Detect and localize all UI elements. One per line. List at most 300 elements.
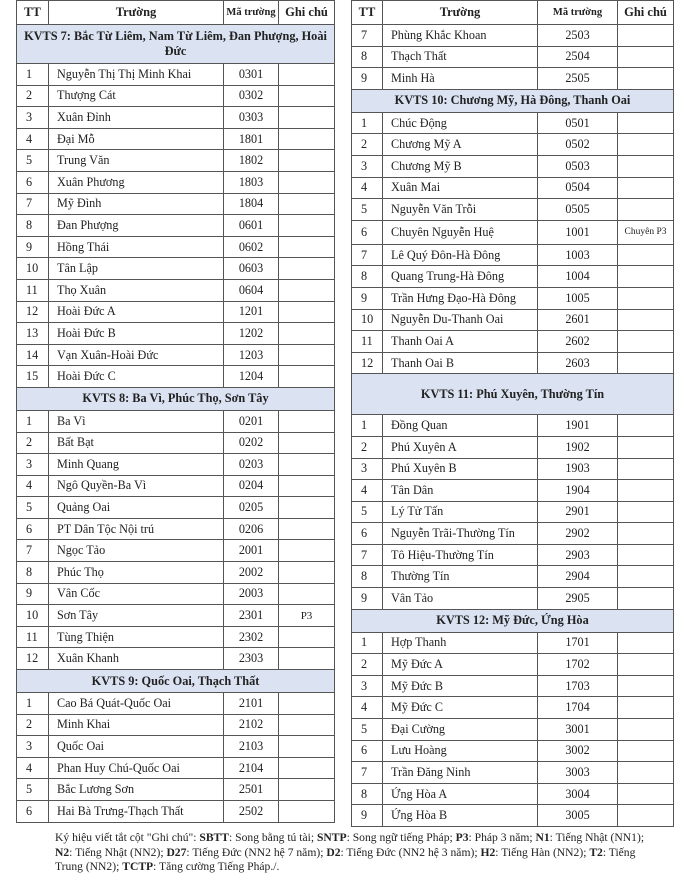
- school-code: 1003: [538, 244, 618, 266]
- school-code: 1902: [538, 436, 618, 458]
- school-row: [352, 697, 674, 719]
- school-row: [17, 583, 335, 605]
- school-note: [279, 454, 335, 476]
- school-name: Vạn Xuân-Hoài Đức: [49, 344, 224, 366]
- school-note: [279, 64, 335, 86]
- school-code: 1801: [224, 128, 279, 150]
- school-row: [352, 199, 674, 221]
- school-note: [279, 258, 335, 280]
- row-tt: 8: [17, 562, 49, 584]
- school-name: Trần Hưng Đạo-Hà Đông: [383, 287, 538, 309]
- legend-code: D27: [166, 845, 187, 859]
- school-row: [352, 220, 674, 244]
- school-note: [279, 736, 335, 758]
- school-note: [618, 458, 674, 480]
- school-row: [17, 85, 335, 107]
- school-code: 0205: [224, 497, 279, 519]
- school-name: Mỹ Đình: [49, 193, 224, 215]
- school-name: Bất Bạt: [49, 432, 224, 454]
- school-note: [279, 757, 335, 779]
- school-row: [352, 25, 674, 47]
- school-note: [279, 193, 335, 215]
- school-note: [279, 410, 335, 432]
- school-name: Thọ Xuân: [49, 279, 224, 301]
- row-tt: 2: [352, 436, 383, 458]
- row-tt: 8: [352, 46, 383, 68]
- school-row: [17, 648, 335, 670]
- school-row: [17, 171, 335, 193]
- school-row: [17, 779, 335, 801]
- row-tt: 4: [17, 128, 49, 150]
- row-tt: 12: [17, 648, 49, 670]
- school-note: [618, 523, 674, 545]
- school-note: [618, 287, 674, 309]
- school-row: [352, 719, 674, 741]
- row-tt: 11: [352, 331, 383, 353]
- legend-text: : Song bằng tú tài;: [229, 831, 317, 844]
- school-note: [279, 518, 335, 540]
- school-name: Phúc Thọ: [49, 562, 224, 584]
- header-ghi-chu: Ghi chú: [618, 1, 674, 25]
- school-name: Đan Phượng: [49, 215, 224, 237]
- school-name: Đồng Quan: [383, 415, 538, 437]
- header-truong: Trường: [49, 1, 224, 25]
- school-note: [279, 323, 335, 345]
- school-row: [17, 562, 335, 584]
- school-row: [352, 458, 674, 480]
- school-note: [279, 648, 335, 670]
- legend-text: : Pháp 3 năm;: [468, 831, 536, 844]
- school-note: [279, 714, 335, 736]
- school-code: 3002: [538, 740, 618, 762]
- school-row: [17, 605, 335, 627]
- school-code: 0303: [224, 107, 279, 129]
- row-tt: 2: [17, 85, 49, 107]
- legend-code: SBTT: [199, 831, 230, 844]
- left-table-body: [17, 25, 335, 823]
- row-tt: 3: [17, 454, 49, 476]
- row-tt: 1: [352, 415, 383, 437]
- school-code: 3003: [538, 762, 618, 784]
- school-code: 1901: [538, 415, 618, 437]
- school-name: Mỹ Đức C: [383, 697, 538, 719]
- school-code: 3001: [538, 719, 618, 741]
- row-tt: 9: [352, 588, 383, 610]
- school-name: Thanh Oai B: [383, 352, 538, 374]
- legend-code: T2: [589, 845, 603, 859]
- school-note: [618, 199, 674, 221]
- school-code: 0301: [224, 64, 279, 86]
- school-name: Nguyễn Thị Thị Minh Khai: [49, 64, 224, 86]
- school-row: [17, 757, 335, 779]
- school-row: [352, 762, 674, 784]
- school-note: [279, 107, 335, 129]
- school-code: 1703: [538, 675, 618, 697]
- school-code: 1804: [224, 193, 279, 215]
- school-code: 2103: [224, 736, 279, 758]
- legend-code: N2: [55, 845, 70, 859]
- school-code: 2302: [224, 626, 279, 648]
- row-tt: 7: [17, 193, 49, 215]
- school-code: 1704: [538, 697, 618, 719]
- school-note: [618, 675, 674, 697]
- school-row: [17, 801, 335, 823]
- school-note: [618, 309, 674, 331]
- school-code: 1201: [224, 301, 279, 323]
- school-note: [618, 177, 674, 199]
- row-tt: 1: [17, 410, 49, 432]
- school-row: [352, 654, 674, 676]
- school-name: Xuân Đỉnh: [49, 107, 224, 129]
- school-name: Minh Hà: [383, 68, 538, 90]
- school-row: [352, 566, 674, 588]
- school-row: [17, 693, 335, 715]
- school-code: 3004: [538, 783, 618, 805]
- row-tt: 11: [17, 626, 49, 648]
- row-tt: 2: [17, 714, 49, 736]
- school-row: [17, 150, 335, 172]
- school-code: 1802: [224, 150, 279, 172]
- school-code: 2301: [224, 605, 279, 627]
- row-tt: 3: [352, 155, 383, 177]
- school-name: Vân Tảo: [383, 588, 538, 610]
- school-code: 2902: [538, 523, 618, 545]
- school-row: [352, 436, 674, 458]
- school-name: Hai Bà Trưng-Thạch Thất: [49, 801, 224, 823]
- school-note: [279, 475, 335, 497]
- school-name: Xuân Khanh: [49, 648, 224, 670]
- school-code: 0206: [224, 518, 279, 540]
- school-note: [279, 432, 335, 454]
- school-note: [618, 719, 674, 741]
- section-header-row: [352, 609, 674, 632]
- school-code: 3005: [538, 805, 618, 827]
- abbreviation-legend: [55, 831, 655, 875]
- school-name: Đại Cường: [383, 719, 538, 741]
- school-row: [17, 475, 335, 497]
- school-code: 1203: [224, 344, 279, 366]
- school-note: [279, 301, 335, 323]
- school-name: Phú Xuyên A: [383, 436, 538, 458]
- school-name: Thạch Thất: [383, 46, 538, 68]
- right-table-body: [352, 25, 674, 827]
- row-tt: 8: [17, 215, 49, 237]
- school-note: [618, 588, 674, 610]
- legend-text: : Tăng cường Tiếng Pháp./.: [153, 860, 280, 873]
- legend-code: H2: [480, 845, 496, 859]
- school-note: [618, 415, 674, 437]
- left-school-table: [16, 0, 335, 823]
- row-tt: 8: [352, 566, 383, 588]
- row-tt: 9: [17, 583, 49, 605]
- row-tt: 1: [352, 112, 383, 134]
- school-note: [618, 697, 674, 719]
- school-note: [618, 480, 674, 502]
- row-tt: 6: [352, 740, 383, 762]
- school-row: [17, 301, 335, 323]
- school-name: Mỹ Đức A: [383, 654, 538, 676]
- school-name: Hợp Thanh: [383, 632, 538, 654]
- row-tt: 7: [352, 244, 383, 266]
- school-name: Lưu Hoàng: [383, 740, 538, 762]
- school-name: Hồng Thái: [49, 236, 224, 258]
- legend-text: : Tiếng Trung (NN2);: [55, 845, 636, 873]
- school-row: [352, 415, 674, 437]
- school-row: [352, 46, 674, 68]
- row-tt: 5: [352, 501, 383, 523]
- school-code: 0201: [224, 410, 279, 432]
- school-name: Ba Vì: [49, 410, 224, 432]
- row-tt: 2: [352, 654, 383, 676]
- row-tt: 10: [17, 258, 49, 280]
- header-tt: TT: [352, 1, 383, 25]
- school-row: [352, 112, 674, 134]
- row-tt: 13: [17, 323, 49, 345]
- school-note: [279, 583, 335, 605]
- school-note: [279, 279, 335, 301]
- section-title: KVTS 11: Phú Xuyên, Thường Tín: [352, 374, 674, 415]
- school-note: [618, 244, 674, 266]
- school-row: [352, 632, 674, 654]
- school-note: [279, 562, 335, 584]
- school-code: 0504: [538, 177, 618, 199]
- school-code: 1702: [538, 654, 618, 676]
- school-code: 0603: [224, 258, 279, 280]
- row-tt: 4: [352, 480, 383, 502]
- school-name: Lê Quý Đôn-Hà Đông: [383, 244, 538, 266]
- school-row: [352, 675, 674, 697]
- school-name: Nguyễn Du-Thanh Oai: [383, 309, 538, 331]
- school-note: [618, 762, 674, 784]
- legend-text: : Song ngữ tiếng Pháp;: [346, 831, 456, 844]
- school-code: 1005: [538, 287, 618, 309]
- school-row: [17, 410, 335, 432]
- legend-text: : Tiếng Nhật (NN1);: [549, 831, 645, 844]
- school-row: [352, 523, 674, 545]
- school-note: [618, 155, 674, 177]
- school-row: [352, 588, 674, 610]
- school-name: Quốc Oai: [49, 736, 224, 758]
- school-row: [17, 366, 335, 388]
- section-title: KVTS 12: Mỹ Đức, Ứng Hòa: [352, 609, 674, 632]
- school-code: 0302: [224, 85, 279, 107]
- school-name: Chúc Động: [383, 112, 538, 134]
- row-tt: 2: [17, 432, 49, 454]
- school-name: Nguyễn Trãi-Thường Tín: [383, 523, 538, 545]
- school-name: Tùng Thiện: [49, 626, 224, 648]
- school-row: [17, 344, 335, 366]
- school-note: [279, 215, 335, 237]
- school-code: 0204: [224, 475, 279, 497]
- school-row: [17, 64, 335, 86]
- school-name: Chương Mỹ B: [383, 155, 538, 177]
- school-note: [618, 654, 674, 676]
- school-note: [279, 128, 335, 150]
- row-tt: 1: [352, 632, 383, 654]
- header-tt: TT: [17, 1, 49, 25]
- row-tt: 7: [352, 762, 383, 784]
- school-code: 1903: [538, 458, 618, 480]
- school-code: 2502: [224, 801, 279, 823]
- school-code: 0203: [224, 454, 279, 476]
- school-code: 2905: [538, 588, 618, 610]
- school-name: Xuân Phương: [49, 171, 224, 193]
- school-row: [17, 193, 335, 215]
- school-name: PT Dân Tộc Nội trú: [49, 518, 224, 540]
- school-name: Tân Lập: [49, 258, 224, 280]
- school-row: [352, 331, 674, 353]
- section-header-row: [17, 387, 335, 410]
- row-tt: 12: [17, 301, 49, 323]
- school-code: 2601: [538, 309, 618, 331]
- school-name: Hoài Đức B: [49, 323, 224, 345]
- section-title: KVTS 10: Chương Mỹ, Hà Đông, Thanh Oai: [352, 89, 674, 112]
- school-row: [17, 497, 335, 519]
- school-name: Thượng Cát: [49, 85, 224, 107]
- school-note: [618, 112, 674, 134]
- row-tt: 9: [352, 68, 383, 90]
- section-header-row: [17, 25, 335, 64]
- school-row: [352, 740, 674, 762]
- school-name: Bắc Lương Sơn: [49, 779, 224, 801]
- row-tt: 8: [352, 266, 383, 288]
- school-note: [618, 740, 674, 762]
- school-name: Phùng Khắc Khoan: [383, 25, 538, 47]
- school-name: Cao Bá Quát-Quốc Oai: [49, 693, 224, 715]
- school-code: 2101: [224, 693, 279, 715]
- school-name: Trần Đăng Ninh: [383, 762, 538, 784]
- school-code: 0501: [538, 112, 618, 134]
- row-tt: 6: [352, 523, 383, 545]
- school-code: 2903: [538, 544, 618, 566]
- school-row: [17, 323, 335, 345]
- school-name: Mỹ Đức B: [383, 675, 538, 697]
- school-row: [352, 287, 674, 309]
- school-code: 2002: [224, 562, 279, 584]
- row-tt: 9: [352, 287, 383, 309]
- school-name: Ứng Hòa A: [383, 783, 538, 805]
- school-row: [352, 244, 674, 266]
- school-note: [618, 544, 674, 566]
- school-row: [352, 309, 674, 331]
- header-ma-truong: Mã trường: [538, 1, 618, 25]
- row-tt: 11: [17, 279, 49, 301]
- school-note: [279, 236, 335, 258]
- school-row: [17, 626, 335, 648]
- school-name: Trung Văn: [49, 150, 224, 172]
- school-row: [17, 128, 335, 150]
- school-note: [618, 46, 674, 68]
- school-code: 2501: [224, 779, 279, 801]
- row-tt: 14: [17, 344, 49, 366]
- school-note: [618, 501, 674, 523]
- school-name: Phan Huy Chú-Quốc Oai: [49, 757, 224, 779]
- header-truong: Trường: [383, 1, 538, 25]
- school-code: 2303: [224, 648, 279, 670]
- school-code: 0503: [538, 155, 618, 177]
- row-tt: 6: [17, 801, 49, 823]
- school-note: [618, 266, 674, 288]
- school-code: 0202: [224, 432, 279, 454]
- school-code: 2503: [538, 25, 618, 47]
- school-row: [17, 736, 335, 758]
- school-code: 0505: [538, 199, 618, 221]
- school-note: [618, 632, 674, 654]
- school-code: 2901: [538, 501, 618, 523]
- school-note: [618, 805, 674, 827]
- school-code: 2001: [224, 540, 279, 562]
- school-row: [352, 352, 674, 374]
- school-row: [17, 454, 335, 476]
- table-header-row: [17, 1, 335, 25]
- right-school-table: [351, 0, 674, 827]
- legend-code: D2: [326, 845, 341, 859]
- school-name: Phú Xuyên B: [383, 458, 538, 480]
- school-code: 1204: [224, 366, 279, 388]
- school-name: Ngô Quyền-Ba Vì: [49, 475, 224, 497]
- school-name: Vân Cốc: [49, 583, 224, 605]
- school-code: 2505: [538, 68, 618, 90]
- row-tt: 5: [17, 150, 49, 172]
- school-name: Thanh Oai A: [383, 331, 538, 353]
- school-note: [279, 85, 335, 107]
- row-tt: 9: [352, 805, 383, 827]
- school-note: [618, 134, 674, 156]
- table-header-row: [352, 1, 674, 25]
- section-title: KVTS 8: Ba Vì, Phúc Thọ, Sơn Tây: [17, 387, 335, 410]
- school-code: 1001: [538, 220, 618, 244]
- school-code: 1904: [538, 480, 618, 502]
- school-code: 1202: [224, 323, 279, 345]
- school-note: [618, 25, 674, 47]
- school-note: [279, 344, 335, 366]
- school-note: [279, 801, 335, 823]
- school-name: Thường Tín: [383, 566, 538, 588]
- school-code: 2602: [538, 331, 618, 353]
- school-name: Ứng Hòa B: [383, 805, 538, 827]
- section-header-row: [352, 89, 674, 112]
- school-code: 2003: [224, 583, 279, 605]
- legend-code: N1: [535, 831, 550, 844]
- legend-text: : Tiếng Nhật (NN2);: [69, 845, 167, 859]
- section-title: KVTS 7: Bắc Từ Liêm, Nam Từ Liêm, Đan Phượng, Hoài Đức: [17, 25, 335, 64]
- school-note: [618, 566, 674, 588]
- school-note: [618, 436, 674, 458]
- section-header-row: [352, 374, 674, 415]
- row-tt: 10: [17, 605, 49, 627]
- school-row: [17, 714, 335, 736]
- school-row: [352, 266, 674, 288]
- school-name: Hoài Đức A: [49, 301, 224, 323]
- school-note: [279, 497, 335, 519]
- school-name: Lý Tử Tấn: [383, 501, 538, 523]
- school-name: Chương Mỹ A: [383, 134, 538, 156]
- school-row: [17, 236, 335, 258]
- school-note: Chuyên P3: [618, 220, 674, 244]
- school-name: Chuyên Nguyễn Huệ: [383, 220, 538, 244]
- row-tt: 10: [352, 309, 383, 331]
- school-code: 2504: [538, 46, 618, 68]
- school-note: [618, 352, 674, 374]
- school-name: Ngọc Tảo: [49, 540, 224, 562]
- school-row: [352, 134, 674, 156]
- school-code: 2603: [538, 352, 618, 374]
- legend-code: P3: [455, 831, 469, 844]
- school-row: [17, 258, 335, 280]
- school-code: 1803: [224, 171, 279, 193]
- row-tt: 6: [352, 220, 383, 244]
- school-code: 2104: [224, 757, 279, 779]
